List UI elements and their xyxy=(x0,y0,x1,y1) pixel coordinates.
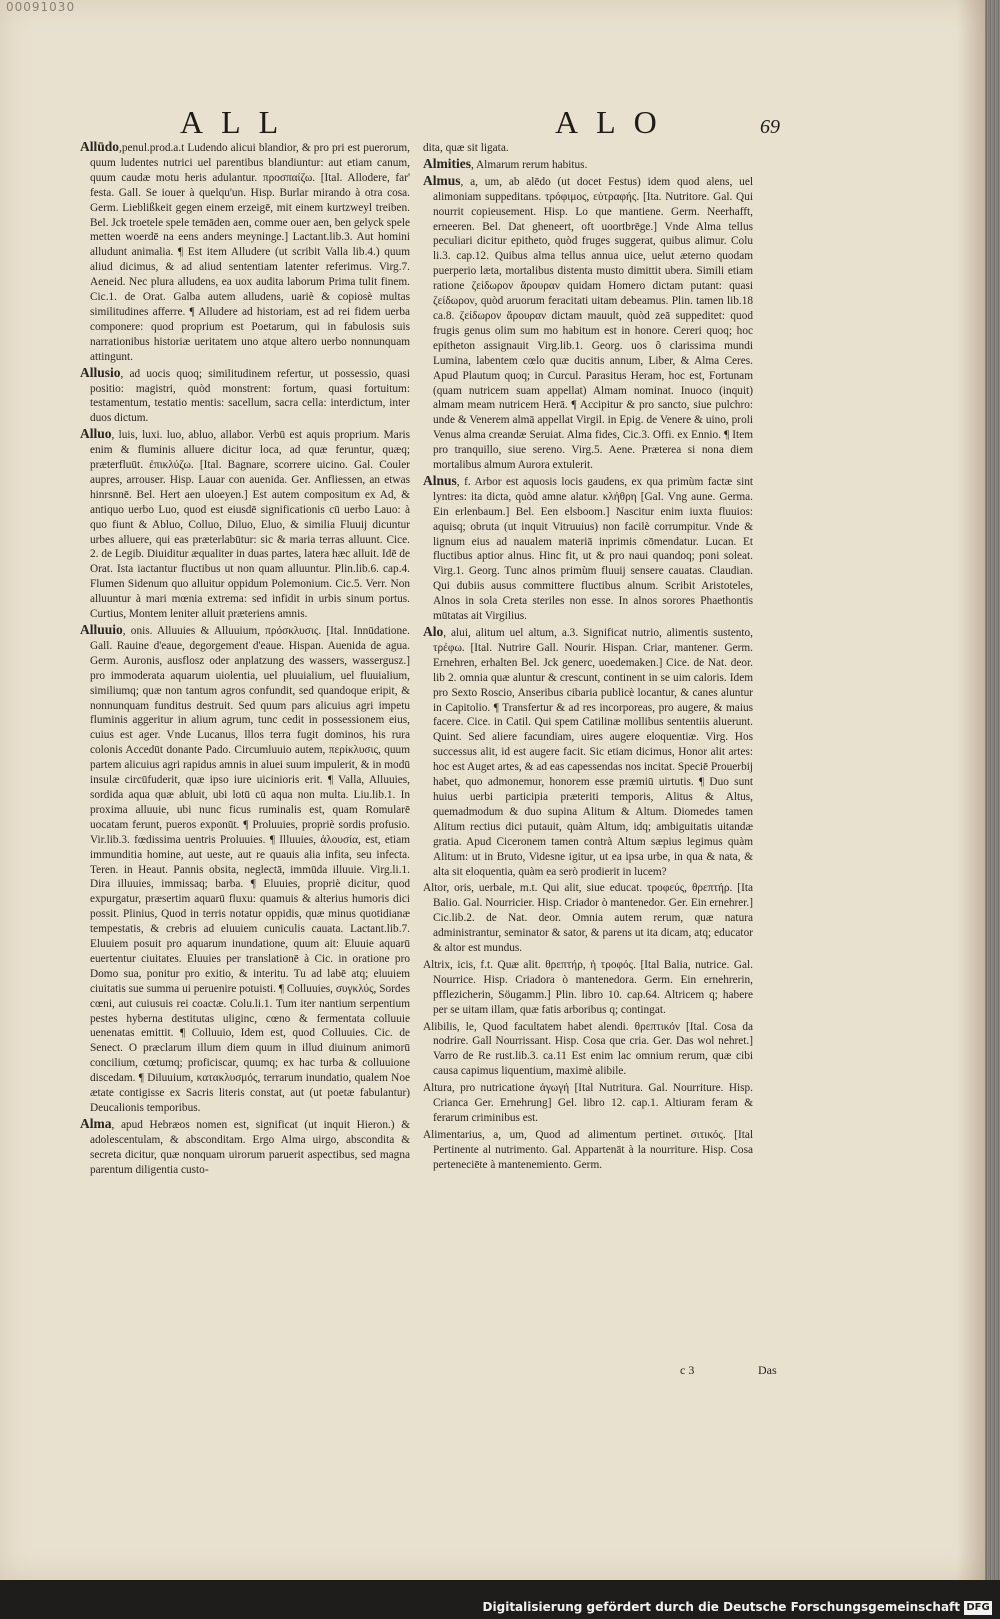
dictionary-entry xyxy=(423,1080,753,1126)
dictionary-entry xyxy=(423,474,753,624)
dictionary-entry xyxy=(423,157,753,173)
entry-lemma: Alo xyxy=(423,624,444,639)
entry-text: , apud Hebræos nomen est, significat (ut inquit Hieron.) & adolescentulam, & absconditam. Ergo Alma uirgo, abscondita & secreta dicitur, quæ nonquam uirorum paruerit aspectibus, sed magna parentum diligentia custo- xyxy=(90,1118,410,1176)
page-number: 69 xyxy=(760,116,780,138)
entry-text: Alimentarius, a, um, Quod ad alimentum pertinet. σιτικός. [Ital Pertinente al nutrimento. Gal. Appartenāt à la nourriture. Hisp. Cosa perteneciēte à mantenemiento. Germ. xyxy=(423,1128,753,1171)
entry-text: , a, um, ab alēdo (ut docet Festus) idem quod alens, uel alimoniam suppeditans. τρόφιμος, εὐτραφής. [Ita. Nutritore. Gal. Qui nourrit copieusement. Hisp. Lo que mantiene. Germ. Neerhafft, erneeren. Bel. Dat gheneert, oft uoortbrēge.] Vnde Alma tellus peculiari dicitur epitheto, quòd fruges suggerat, quibus alimur. Colu li.3. cap.12. Quibus alma tellus annua uice, uelut æterno quodam puerperio læta, mortalibus distenta musto dimittit ubera. Simili etiam ratione ζείδωρον ἄρουραν quidam Homero dictam putant: quasi ζείδωρον, quòd aruorum feracitati uitam debeamus. Plin. tamen lib.18 ca.8. ζείδωρον ἄρουραν dictam mauult, quòd zeā suppeditet: quod frugis genus olim sum mo habitum est in honore. Cereri quoq; hoc epitheton assignauit Virg.lib.1. Georg. uos ô clarissima mundi Lumina, labentem cœlo quæ ducitis annum, Liber, & Alma Ceres. Apud Plautum quoq; in Curcul. Parasitus Heram, hoc est, Fortunam (quam nutricem suam appellat) Almam nominat. Inuoco (inquit) almam meam nutricem Herā. ¶ Accipitur & pro sancto, siue pulchro: unde & Venerem almā appellat Virgil. in Epig. de Venere & uino, proli Venus alma creandæ Seruiat. Alma fides, Cic.3. Offi. ex Ennio. ¶ Item pro tranquillo, siue sereno. Virg.5. Aene. Præterea si nona diem mortalibus almum Aurora extulerit. xyxy=(433,175,753,472)
entry-lemma: Alma xyxy=(80,1115,112,1131)
dictionary-entry xyxy=(80,623,410,1116)
entry-text: Altrix, icis, f.t. Quæ alit. θρεπτήρ, ἡ τροφός. [Ital Balia, nutrice. Gal. Nourrice. Hisp. Criadora ò mantenedora. Germ. Ein ernehrerin, pfflezicherin, Söugamm.] Plin. libro 10. cap.64. Altricem q; habere per se uitam illam, quæ fatis arboribus q; contingat. xyxy=(423,958,753,1016)
page-edges xyxy=(985,0,1000,1580)
right-text-column xyxy=(423,140,753,1174)
footer-bar xyxy=(0,1598,1000,1619)
entry-lemma: Allusio xyxy=(80,364,121,380)
entry-lemma: Alluuio xyxy=(80,622,123,637)
entry-text: , onis. Alluuies & Alluuium, πρόσκλυσις. [Ital. Innūdatione. Gall. Rauine d'eaue, degorgement d'eaue. Hispan. Auenida de agua. Germ. Auronis, ausflosz oder anplatzung des wassers, wassergusz.] pro immoderata aquarum uiolentia, uel pluuialium, uel fluuialium, similiumq; quæ non tantum agros confundit, sed quandoque eripit, & nonnunquam funditus destruit. Sed quum pars alicuius agri impetu fluminis aggeritur in alium agrum, tunc cedit in possessionem eius, cuius est ager. Vnde Lucanus, lllos terra fugit dominos, his rura colonis Accedūt donante Pado. Circumluuio autem, περίκλυσις, quum partem alicuius agri rapidus amnis in aluei suum impulerit, & in modū insulæ circūfuderit, quæ ipso iure uicinioris erit. ¶ Valla, Alluuies, sordida aqua quæ abluit, ubi lotū cū aqua non multa. Liu.lib.1. In proxima alluuie, ubi nunc ficus ruminalis est, quam Romularē uocatam ferunt, pueros exponūt. ¶ Proluuies, propriè sordis profusio. Vir.lib.3. fœdissima uentris Proluuies. ¶ Illuuies, ἀλουσία, est, etiam immunditia homine, aut ueste, aut re quauis alia infita, seu infecta. Teren. in Heaut. Pannis obsita, neglectā, immūda illuuie. Virg.li.1. Dira illuuies, immissaq; barba. ¶ Eluuies, propriè dicitur, quod expurgatur, præsertim aquarū fluxu: quamuis & alterius humoris dici possit. Plinius, Quod in terris notatur oppidis, quæ minus quotidianæ tempestatis, & crebris ad eluuiem cuniculis cauata. Lactant.lib.7. Eluuiem posuit pro aquarum inundatione, quum ait: Eluuie aquarū euertentur ciuitates. Eluuies per translationē à Cic. in oratione pro Domo sua, ponitur pro exitio, & interitu. Tu ad labē atq; eluuiem ciuitatis sue summa ui peruenire potuisti. ¶ Colluuies, συγκλύς, Sordes cœni, aut cuiusuis rei coactæ. Colu.li.1. Tum iter nantium serpentium pestes hyberna destitutas uliginc, cœno & fermentata colluuie uenenatas emittit. ¶ Colluuio, Idem est, quod Colluuies. Cic. de Senect. O præclarum illum diem quum in illud diuinum animorū concilium, cœtumq; proficiscar, quumq; ex hac turba & colluuione discedam. ¶ Diluuium, κατακλυσμός, terrarum inundatio, qualem Noe ætate contigisse ex Sacris literis constat, aut (ut poetæ fabulantur) Deucalionis temporibus. xyxy=(90,625,410,1114)
dictionary-entry xyxy=(423,174,753,473)
dictionary-entry xyxy=(80,1117,410,1178)
catchword: Das xyxy=(758,1363,777,1377)
signature-mark: c 3 xyxy=(680,1363,695,1377)
entry-lemma: Almities xyxy=(423,155,471,171)
entry-lemma: Alnus xyxy=(423,472,457,488)
entry-text: , f. Arbor est aquosis locis gaudens, ex qua primùm factæ sint lyntres: ita dicta, quòd amne alatur. κλήθρη [Gal. Vng aune. Germa. Ein erlenbaum.] Bel. Een elsboom.] Nascitur enim iuxta fluuios: aquisq; obruta (ut inquit Vitruuius) non facilè corrumpitur. Vnde & lignum eius ad naualem materiā inprimis cōmendatur. Lucan. Et fluctibus aptior alnus. Hinc fit, ut & pro naui quandoq; poni soleat. Virg.1. Georg. Tunc alnos primùm fluuij sensere cauatas. Claudian. Qui dubiis ausus committere fluctibus alnum. Scribit Aristoteles, Alnos in sola Creta steriles non esse. In alnos sorores Phaethontis mūtatas ait Virgilius. xyxy=(433,475,753,623)
digitization-note: Digitalisierung gefördert durch die Deutsche Forschungsgemeinschaft xyxy=(482,1600,960,1614)
dictionary-entry xyxy=(423,1127,753,1173)
left-text-column xyxy=(80,140,410,1179)
entry-text: ,penul.prod.a.t Ludendo alicui blandior, & pro pri est puerorum, quum ludentes nutrici uel parentibus blandiuntur: aut etiam canum, quum caudæ motu heris adulantur. προσπαίζω. [Ital. Allodere, far' festa. Gall. Se iouer à quelqu'un. Hisp. Burlar mirando à otra cosa. Germ. Lieblißkeit gegen einem erzeigē, mit einem kurtzweyl treiben. Bel. Jck troetele spele temāden aen, comme ouer aen, ben gelyck spele metten woerdē na eens anders meyninge.] Lactant.lib.3. Aut homini alludunt animalia. ¶ Est item Alludere (ut scribit Valla lib.4.) quum aliud dicimus, & ad aliud sententiam latenter referimus. Virg.7. Aeneid. Nec plura alludens, ea uox audita laborum Prima tulit finem. Cic.1. de Orat. Galba autem alludens, uariè & copiosè multas similitudines afferre. ¶ Alludere ad historiam, est ad rei fidem uerba componere: quod proprium est Poetarum, qui in fabulosis suis narrationibus historiæ ueritatem uno atque altero uerbo nonnunquam attingunt. xyxy=(90,142,410,363)
entry-lemma: Almus xyxy=(423,172,461,188)
entry-lemma: Allūdo xyxy=(80,139,120,154)
running-head-left: ALL xyxy=(180,104,297,140)
dfg-logo: DFG xyxy=(964,1601,992,1615)
dictionary-entry xyxy=(80,427,410,622)
entry-lemma: Alluo xyxy=(80,426,112,442)
entry-text: , Almarum rerum habitus. xyxy=(471,158,588,171)
dictionary-entry xyxy=(80,366,410,427)
entry-text: , alui, alitum uel altum, a.3. Significat nutrio, alimentis sustento, τρέφω. [Ital. Nutrire Gall. Nourir. Hispan. Criar, mantener. Germ. Ernehren, erhalten Bel. Jck generc, uoedemaken.] Cice. de Nat. deor. lib 2. omnia quæ aluntur & crescunt, continent in se uim caloris. Idem pro Sexto Roscio, Anseribus cibaria publicè locantur, & canes aluntur in Capitolio. ¶ Transfertur & ad res incorporeas, pro augere, & maius facere. Cice. in Catil. Qui spem Catilinæ mollibus sententiis aluerunt. Quint. Sed aliere facundiam, uires augere eloquentiæ. Virg. Hos successus alit, id est augere facit. Sic etiam dicimus, Honor alit artes: hoc est Auget artes, & ad eas capessendas nos incitat. Speciē Prouerbij habet, quo admonemur, honorem esse præmiū uirtutis. ¶ Duo sunt huius uerbi participia præteriti temporis, Alitus & Altus, quemadmodum & duo supina Alitum & Altum. Diomedes tamen Alitum rectius dici putauit, quàm Altum, idq; ambiguitatis uitandæ gratia. Apud Ciceronem tamen contrà Altum sæpius legimus quàm Alitum: ut in Bruto, Videsne igitur, ut ea ipsa urbe, in qua & nata, & alta sit eloquentia, quàm ea serò prodierit in lucem? xyxy=(433,627,753,878)
dictionary-entry xyxy=(423,957,753,1018)
entry-text: Altura, pro nutricatione ἀγωγή [Ital Nutritura. Gal. Nourriture. Hisp. Crianca Ger. Ernehrung] Gel. libro 12. cap.1. Altiuram feram & ferarum criminibus est. xyxy=(423,1082,753,1124)
entry-text: Alibilis, le, Quod facultatem habet alendi. θρεπτικόν [Ital. Cosa da nodrire. Gall Nourrissant. Hisp. Cosa que cria. Ger. Das wol nehret.] Varro de Re rust.lib.3. ca.11 Est enim lac omnium rerum, quæ cibi causa capimus liquentium, maximè alibile. xyxy=(423,1020,753,1078)
scan-identifier: 00091030 xyxy=(6,0,76,14)
dictionary-entry xyxy=(423,140,753,156)
running-head-right: ALO xyxy=(555,104,675,140)
entry-text: dita, quæ sit ligata. xyxy=(423,142,509,154)
dictionary-entry xyxy=(423,1019,753,1080)
dictionary-entry xyxy=(423,625,753,879)
dictionary-entry xyxy=(80,140,410,365)
dictionary-entry xyxy=(423,880,753,956)
entry-text: Altor, oris, uerbale, m.t. Qui alit, siue educat. τροφεύς, θρεπτήρ. [Ita Balio. Gal. Nourricier. Hisp. Criador ò mantenedor. Ger. Ein ernehrer.] Cic.lib.2. de Nat. deor. Omnia autem rerum, quæ natura administrantur, seminator & sator, & parens ut ita dicam, atq; educator & altor est mundus. xyxy=(423,882,753,955)
entry-text: , ad uocis quoq; similitudinem refertur, ut possessio, quasi positio: magistri, quòd monstrent: fortum, quasi fortuitum: testamentum, testatio mentis: sacellum, sacra cella: interdictum, inter duos dictum. xyxy=(90,367,410,425)
entry-text: , luis, luxi. luo, abluo, allabor. Verbū est aquis proprium. Maris enim & fluminis alluere dicitur loca, ad quæ feruntur, quæq; præterfluūt. ἐπικλύζω. [Ital. Bagnare, scorrere uicino. Gal. Couler aupres, arrouser. Hisp. Lauar con auenida. Ger. Anfliessen, an etwas hinrsnnē. Bel. Hert aen uloeyen.] Est autem compositum ex Ad, & antiquo uerbo Luo, quod est eiusdē significationis cū uerbo Lauo: à quo fiunt & Abluo, Colluo, Diluo, Eluo, & similia Fluuij dicuntur urbes alluere, qui eas præterlabūtur: sic & maria terras alluunt. Cice. 2. de Legib. Diuiditur æqualiter in duas partes, latera hæc alluit. Idē de Orat. Ista iactantur fluctibus ut non quam alluuntur. Plin.lib.6. cap.4. Flumen Sidenum quo alluitur oppidum Polemonium. Cic.5. Verr. Non alluuntur à mari mœnia extrema: sed infidit in urbis sinum portus. Curtius, Montem leniter alluit præteriens amnis. xyxy=(90,429,410,621)
